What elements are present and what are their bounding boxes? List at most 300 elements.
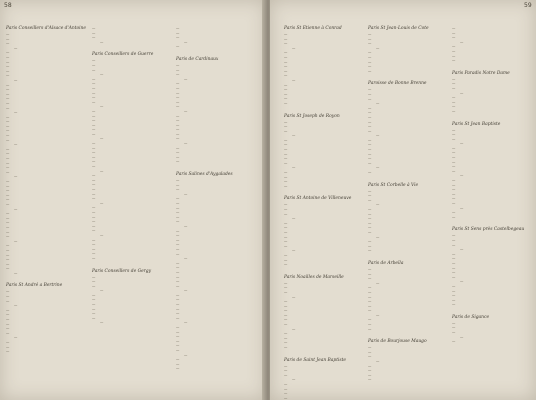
manuscript-line: — [368, 229, 372, 234]
manuscript-line: — [92, 187, 96, 191]
manuscript-line: — [176, 159, 180, 164]
manuscript-line: — [376, 202, 380, 207]
manuscript-line: — [92, 279, 96, 284]
manuscript-line: — [452, 201, 456, 205]
manuscript-line: — [452, 178, 456, 183]
manuscript-line: — [14, 238, 18, 243]
manuscript-line: — [92, 67, 96, 72]
manuscript-line: — [452, 26, 456, 30]
manuscript-line: — [376, 133, 380, 138]
manuscript-line: — [92, 297, 96, 302]
manuscript-line: — [284, 372, 288, 377]
manuscript-line: — [284, 335, 288, 340]
manuscript-line: — [368, 243, 372, 248]
manuscript-line: — [284, 124, 288, 129]
manuscript-line: — [176, 334, 180, 339]
manuscript-line: — [284, 100, 288, 105]
section-heading: Paris Paradis Notre Dame [452, 70, 510, 76]
manuscript-line: — [368, 271, 372, 276]
manuscript-line: — [92, 35, 96, 40]
manuscript-line: — [6, 165, 10, 170]
manuscript-line: — [6, 340, 10, 344]
manuscript-line: — [184, 76, 188, 81]
manuscript-line: — [452, 53, 456, 58]
manuscript-line: — [176, 237, 180, 242]
manuscript-line: — [284, 331, 288, 336]
manuscript-line: — [284, 41, 288, 46]
manuscript-line: — [92, 237, 96, 242]
manuscript-line: — [460, 205, 464, 210]
manuscript-line: — [176, 348, 180, 352]
manuscript-line: — [368, 289, 372, 294]
manuscript-line: — [368, 156, 372, 161]
manuscript-line: — [14, 77, 18, 82]
manuscript-line: — [452, 265, 456, 270]
manuscript-line: — [284, 32, 288, 36]
manuscript-line: — [92, 209, 96, 214]
manuscript-line: — [376, 165, 380, 170]
manuscript-line: — [176, 325, 180, 330]
manuscript-line: — [284, 128, 288, 133]
section-heading: Paroisse de Bonne Brenne [368, 81, 427, 87]
manuscript-line: — [452, 237, 456, 242]
manuscript-line: — [452, 330, 456, 335]
manuscript-line: — [6, 59, 10, 64]
manuscript-line: — [284, 280, 288, 285]
manuscript-line: — [6, 307, 10, 312]
manuscript-line: — [100, 320, 104, 325]
manuscript-line: — [92, 95, 96, 100]
manuscript-line: — [6, 326, 10, 331]
column [284, 26, 368, 400]
manuscript-line: — [368, 170, 372, 175]
column [92, 26, 176, 394]
manuscript-line: — [176, 228, 180, 233]
manuscript-line: — [176, 219, 180, 224]
manuscript-line: — [284, 368, 288, 373]
manuscript-line: — [452, 288, 456, 293]
manuscript-line: — [14, 303, 18, 308]
manuscript-line: — [368, 239, 372, 244]
manuscript-line: — [6, 294, 10, 299]
manuscript-line: — [452, 58, 456, 63]
manuscript-line: — [176, 242, 180, 247]
manuscript-line: — [14, 142, 18, 147]
manuscript-line: — [452, 164, 456, 169]
manuscript-line: — [92, 127, 96, 132]
manuscript-line: — [6, 105, 10, 110]
manuscript-line: — [100, 168, 104, 173]
manuscript-line: — [284, 340, 288, 345]
manuscript-line: — [376, 101, 380, 106]
manuscript-line: — [176, 122, 180, 127]
manuscript-line: — [176, 99, 180, 104]
manuscript-line: — [176, 269, 180, 274]
manuscript-line: — [176, 150, 180, 155]
manuscript-line: — [92, 219, 96, 224]
manuscript-line: — [92, 108, 96, 113]
manuscript-line: — [176, 118, 180, 123]
manuscript-line: — [452, 302, 456, 307]
manuscript-line: — [284, 96, 288, 101]
manuscript-line: — [368, 105, 372, 110]
manuscript-line: — [6, 50, 10, 55]
manuscript-line: — [284, 160, 288, 165]
manuscript-line: — [6, 266, 10, 271]
manuscript-line: — [176, 265, 180, 270]
manuscript-line: — [284, 262, 288, 267]
manuscript-line: — [92, 62, 96, 67]
manuscript-line: — [176, 279, 180, 284]
column [368, 26, 452, 394]
manuscript-line: — [284, 220, 288, 225]
manuscript-line: — [284, 137, 288, 142]
manuscript-line: — [92, 214, 96, 219]
manuscript-line: — [452, 191, 456, 196]
manuscript-line: — [176, 338, 180, 343]
manuscript-line: — [368, 91, 372, 96]
manuscript-line: — [92, 81, 96, 86]
manuscript-line: — [376, 234, 380, 239]
manuscript-line: — [176, 283, 180, 288]
manuscript-line: — [92, 182, 96, 187]
manuscript-line: — [176, 343, 180, 348]
section-heading: Paris de Sigance [452, 314, 490, 320]
manuscript-line: — [292, 216, 296, 221]
manuscript-line: — [176, 127, 180, 132]
manuscript-line: — [368, 216, 372, 221]
manuscript-line: — [176, 72, 180, 77]
manuscript-line: — [292, 377, 296, 382]
manuscript-line: — [460, 39, 464, 44]
manuscript-line: — [6, 160, 10, 165]
manuscript-line: — [284, 36, 288, 41]
manuscript-line: — [452, 270, 456, 275]
manuscript-line: — [184, 141, 188, 146]
manuscript-line: — [368, 59, 372, 64]
manuscript-line: — [452, 95, 456, 100]
manuscript-line: — [368, 36, 372, 41]
manuscript-line: — [100, 72, 104, 77]
manuscript-line: — [452, 85, 456, 90]
manuscript-line: — [368, 87, 372, 92]
section-heading: Paris St André a Bertrine [6, 283, 63, 289]
manuscript-line: — [100, 104, 104, 109]
manuscript-line: — [6, 312, 10, 317]
manuscript-line: — [452, 256, 456, 261]
manuscript-line: — [176, 90, 180, 95]
manuscript-line: — [6, 188, 10, 193]
section-heading: Paris Conseillers d'Alsace d'Antoine [6, 26, 86, 31]
manuscript-line: — [176, 85, 180, 90]
manuscript-line: — [14, 174, 18, 179]
manuscript-line: — [176, 136, 180, 141]
manuscript-line: — [92, 159, 96, 164]
manuscript-line: — [452, 214, 456, 219]
manuscript-line: — [6, 229, 10, 234]
section-heading: Paris St Corbelle à Vie [368, 182, 419, 188]
manuscript-line: — [184, 352, 188, 357]
manuscript-line: — [184, 320, 188, 325]
manuscript-line: — [92, 228, 96, 233]
manuscript-line: — [92, 76, 96, 81]
manuscript-line: — [6, 137, 10, 142]
manuscript-line: — [284, 308, 288, 313]
manuscript-line: — [452, 196, 456, 201]
manuscript-line: — [92, 113, 96, 118]
manuscript-line: — [92, 196, 96, 201]
manuscript-line: — [452, 44, 456, 49]
manuscript-line: — [6, 349, 10, 354]
manuscript-line: — [368, 345, 372, 350]
manuscript-line: — [452, 99, 456, 104]
manuscript-line: — [284, 257, 288, 262]
manuscript-line: — [368, 96, 372, 101]
manuscript-line: — [460, 141, 464, 146]
manuscript-line: — [368, 68, 372, 73]
manuscript-line: — [6, 151, 10, 156]
manuscript-line: — [184, 223, 188, 228]
manuscript-line: — [176, 329, 180, 334]
manuscript-line: — [176, 361, 180, 366]
manuscript-line: — [6, 330, 10, 335]
manuscript-line: — [368, 41, 372, 46]
manuscript-line: — [176, 62, 180, 67]
manuscript-line: — [368, 193, 372, 198]
manuscript-line: — [6, 91, 10, 96]
manuscript-line: — [92, 99, 96, 104]
manuscript-line: — [100, 200, 104, 205]
manuscript-line: — [452, 136, 456, 141]
section-heading: Paris Salines d'Aygalades [176, 172, 233, 178]
manuscript-line: — [6, 87, 10, 92]
manuscript-line: — [176, 260, 180, 265]
manuscript-line: — [176, 315, 180, 320]
manuscript-line: — [368, 276, 372, 281]
manuscript-line: — [176, 81, 180, 86]
section-heading: Paris Conseillers de Gergy [92, 268, 152, 274]
manuscript-line: — [452, 297, 456, 302]
manuscript-line: — [92, 223, 96, 228]
manuscript-line: — [176, 95, 180, 100]
manuscript-line: — [452, 242, 456, 247]
manuscript-line: — [284, 317, 288, 322]
manuscript-line: — [6, 41, 10, 46]
manuscript-line: — [284, 59, 288, 64]
manuscript-line: — [368, 322, 372, 327]
manuscript-line: — [6, 146, 10, 151]
manuscript-line: — [460, 173, 464, 178]
manuscript-line: — [176, 201, 180, 205]
manuscript-line: — [6, 344, 10, 349]
manuscript-line: — [284, 82, 288, 87]
manuscript-line: — [100, 39, 104, 44]
manuscript-line: — [184, 108, 188, 113]
manuscript-line: — [284, 174, 288, 179]
manuscript-line: — [452, 35, 456, 40]
manuscript-line: — [92, 283, 96, 288]
manuscript-line: — [6, 32, 10, 36]
manuscript-line: — [452, 182, 456, 187]
manuscript-line: — [284, 170, 288, 175]
manuscript-line: — [92, 90, 96, 95]
manuscript-line: — [368, 225, 372, 230]
manuscript-line: — [92, 154, 96, 159]
manuscript-line: — [6, 133, 10, 138]
manuscript-line: — [6, 257, 10, 262]
manuscript-line: — [368, 372, 372, 377]
manuscript-line: — [176, 274, 180, 279]
manuscript-line: — [100, 288, 104, 293]
manuscript-line: — [176, 233, 180, 238]
manuscript-line: — [176, 145, 180, 150]
manuscript-line: — [452, 127, 456, 132]
manuscript-line: — [284, 289, 288, 294]
manuscript-line: — [452, 150, 456, 155]
manuscript-line: — [284, 234, 288, 239]
manuscript-line: — [284, 386, 288, 391]
manuscript-line: — [92, 164, 96, 169]
manuscript-line: — [284, 322, 288, 327]
manuscript-line: — [6, 123, 10, 128]
manuscript-line: — [92, 251, 96, 256]
manuscript-line: — [452, 168, 456, 173]
manuscript-line: — [368, 64, 372, 69]
manuscript-line: — [284, 207, 288, 211]
manuscript-line: — [176, 113, 180, 118]
manuscript-line: — [92, 58, 96, 63]
manuscript-line: — [6, 261, 10, 266]
manuscript-line: — [6, 298, 10, 303]
manuscript-line: — [6, 211, 10, 216]
manuscript-line: — [284, 119, 288, 124]
manuscript-line: — [460, 279, 464, 284]
section-heading: Paris de Arbeïla [368, 260, 404, 266]
manuscript-line: — [184, 191, 188, 196]
manuscript-line: — [368, 326, 372, 331]
manuscript-line: — [284, 285, 288, 290]
manuscript-line: — [6, 156, 10, 161]
manuscript-line: — [284, 50, 288, 55]
manuscript-line: — [368, 160, 372, 165]
manuscript-line: — [284, 87, 288, 92]
manuscript-line: — [6, 73, 10, 78]
manuscript-line: — [452, 132, 456, 137]
manuscript-line: — [452, 283, 456, 288]
manuscript-line: — [368, 248, 372, 253]
manuscript-line: — [284, 395, 288, 400]
manuscript-line: — [452, 233, 456, 238]
manuscript-line: — [176, 292, 180, 297]
manuscript-line: — [176, 302, 180, 307]
manuscript-line: — [376, 359, 380, 364]
manuscript-line: — [176, 196, 180, 201]
manuscript-line: — [452, 274, 456, 279]
manuscript-line: — [92, 118, 96, 123]
manuscript-line: — [284, 312, 288, 317]
manuscript-line: — [292, 45, 296, 50]
manuscript-line: — [92, 255, 96, 260]
manuscript-line: — [14, 45, 18, 50]
manuscript-line: — [100, 136, 104, 141]
manuscript-line: — [184, 39, 188, 44]
manuscript-line: — [292, 77, 296, 82]
section-heading: Paris St Joseph de Royon [284, 113, 340, 119]
manuscript-line: — [6, 119, 10, 124]
manuscript-line: — [176, 366, 180, 371]
manuscript-line: — [452, 108, 456, 113]
manuscript-line: — [92, 246, 96, 251]
manuscript-line: — [368, 285, 372, 290]
section-heading: Paris Conseillers de Guerre [92, 52, 154, 58]
manuscript-line: — [292, 133, 296, 138]
manuscript-line: — [284, 156, 288, 161]
manuscript-line: — [176, 187, 180, 192]
manuscript-line: — [92, 131, 96, 136]
manuscript-line: — [176, 246, 180, 251]
manuscript-line: — [92, 145, 96, 150]
manuscript-line: — [6, 192, 10, 197]
manuscript-line: — [460, 334, 464, 339]
manuscript-line: — [6, 64, 10, 69]
manuscript-line: — [452, 320, 456, 325]
manuscript-line: — [176, 44, 180, 49]
manuscript-line: — [6, 224, 10, 229]
manuscript-line: — [368, 354, 372, 359]
manuscript-line: — [368, 207, 372, 211]
manuscript-line: — [176, 67, 180, 72]
column [6, 26, 90, 394]
manuscript-line: — [284, 299, 288, 304]
manuscript-line: — [6, 36, 10, 41]
manuscript-line: — [92, 173, 96, 178]
manuscript-line: — [6, 317, 10, 322]
manuscript-line: — [6, 234, 10, 239]
manuscript-line: — [176, 35, 180, 40]
manuscript-line: — [368, 211, 372, 216]
manuscript-line: — [6, 169, 10, 174]
manuscript-line: — [92, 26, 96, 30]
manuscript-line: — [292, 294, 296, 299]
manuscript-line: — [368, 128, 372, 133]
manuscript-line: — [452, 187, 456, 192]
section-heading: Paris de Cardinaux [176, 56, 219, 62]
manuscript-line: — [292, 248, 296, 253]
manuscript-line: — [452, 104, 456, 109]
manuscript-line: — [284, 179, 288, 184]
manuscript-line: — [452, 48, 456, 53]
manuscript-line: — [6, 68, 10, 73]
manuscript-line: — [376, 312, 380, 317]
manuscript-line: — [452, 251, 456, 256]
section-heading: Paris St Jean-Louis de Cote [368, 26, 429, 31]
manuscript-line: — [368, 349, 372, 354]
manuscript-line: — [368, 266, 372, 271]
manuscript-line: — [92, 177, 96, 182]
manuscript-line: — [452, 260, 456, 265]
manuscript-line: — [452, 293, 456, 298]
manuscript-line: — [368, 377, 372, 382]
manuscript-line: — [6, 179, 10, 183]
manuscript-line: — [92, 315, 96, 320]
manuscript-line: — [452, 325, 456, 330]
manuscript-line: — [6, 96, 10, 101]
manuscript-line: — [284, 303, 288, 308]
manuscript-line: — [92, 242, 96, 247]
manuscript-line: — [368, 137, 372, 142]
manuscript-line: — [176, 306, 180, 311]
manuscript-line: — [176, 311, 180, 316]
